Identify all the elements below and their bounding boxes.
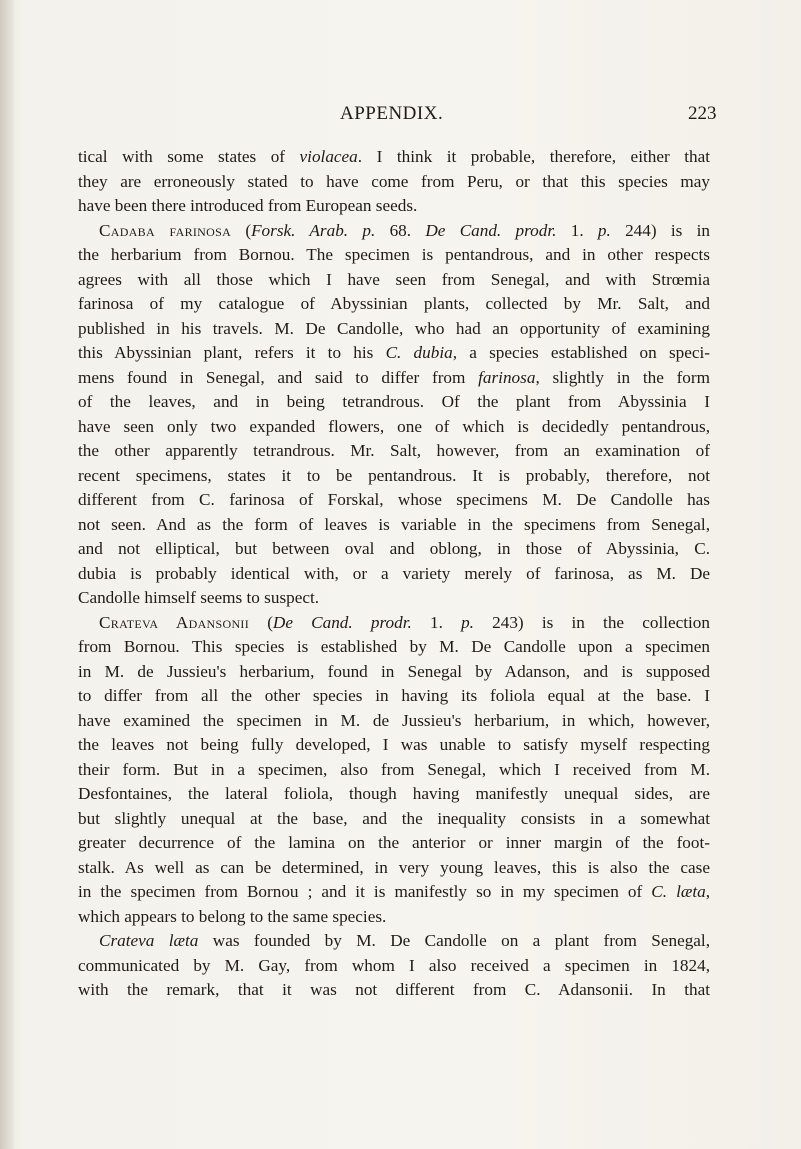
text-run: stalk. As well as can be determined, in very young leaves, this is also the case: [78, 857, 710, 877]
text-line: [78, 341, 710, 366]
text-line: [78, 660, 710, 685]
text-run: from Bornou. This species is established by M. De Candolle upon a specimen: [78, 637, 710, 656]
text-run: with the remark, that it was not different from C. Adansonii. In that: [78, 980, 710, 999]
text-run: Desfontaines, the lateral foliola, though having manifestly unequal sides, are: [78, 784, 710, 803]
text-run: have seen only two expanded flowers, one of which is decidedly pentandrous,: [78, 416, 710, 436]
text-line: [78, 929, 710, 954]
text-run: recent specimens, states it to be pentandrous. It is probably, therefore, not: [78, 465, 710, 485]
text-line: [78, 905, 710, 930]
text-line: [78, 562, 710, 587]
species-name: Crateva Adansonii: [99, 612, 249, 632]
text-line: [78, 635, 710, 660]
text-line: [78, 954, 710, 979]
text-run: communicated by M. Gay, from whom I also received a specimen in 1824,: [78, 955, 710, 975]
text-run: 243) is in the collection: [473, 612, 710, 632]
text-run: 68.: [375, 220, 426, 240]
text-line: [78, 292, 710, 317]
text-run: dubia is probably identical with, or a variety merely of farinosa, as M. De: [78, 563, 710, 583]
text-line: [78, 439, 710, 464]
text-line: [78, 684, 710, 709]
text-run: of the leaves, and in being tetrandrous. Of the plant from Abyssinia I: [78, 392, 710, 411]
body-text: [78, 145, 710, 1003]
italic-text: farinosa: [478, 367, 536, 387]
text-line: [78, 488, 710, 513]
text-line: [78, 366, 710, 391]
text-run: have examined the specimen in M. de Jussieu's herbarium, in which, however,: [78, 710, 710, 730]
text-run: . I think it probable, therefore, either that: [357, 147, 710, 166]
text-line: [78, 807, 710, 832]
italic-text: C. dubia: [385, 343, 453, 362]
text-line: [78, 978, 710, 1003]
text-run: was founded by M. De Candolle on a plant from Senegal,: [198, 931, 710, 950]
text-run: (: [231, 220, 252, 240]
species-name: Cadaba farinosa: [99, 220, 232, 240]
text-run: ,: [705, 882, 710, 901]
text-run: the herbarium from Bornou. The specimen is pentandrous, and in other respects: [78, 245, 710, 264]
page-header: [0, 103, 801, 133]
italic-text: De Cand. prodr.: [425, 220, 557, 240]
text-run: but slightly unequal at the base, and the inequality consists in a somewhat: [78, 808, 710, 828]
italic-text: Forsk. Arab. p.: [251, 220, 376, 240]
text-line: [78, 709, 710, 734]
italic-text: C. læta: [651, 882, 706, 901]
italic-text: p.: [461, 612, 474, 632]
italic-text: De Cand. prodr.: [272, 612, 412, 632]
text-line: [78, 243, 710, 268]
text-line: [78, 219, 710, 244]
text-run: Candolle himself seems to suspect.: [78, 588, 320, 607]
italic-text: p.: [597, 220, 611, 240]
text-run: agrees with all those which I have seen from Senegal, and with Strœmia: [78, 269, 710, 289]
text-run: tical with some states of: [78, 147, 300, 166]
text-line: [78, 782, 710, 807]
text-run: (: [249, 612, 273, 632]
text-run: in the specimen from Bornou ; and it is manifestly so in my specimen of: [78, 882, 652, 901]
text-run: mens found in Senegal, and said to differ from: [78, 367, 479, 387]
text-run: 1.: [556, 220, 598, 240]
text-line: [78, 268, 710, 293]
text-run: have been there introduced from European seeds.: [78, 196, 418, 215]
text-run: 244) is in: [610, 220, 710, 240]
text-run: which appears to belong to the same species.: [78, 906, 387, 926]
text-run: to differ from all the other species in having its foliola equal at the base. I: [78, 686, 710, 705]
text-run: the leaves not being fully developed, I was unable to satisfy myself respecting: [78, 735, 710, 754]
text-line: [78, 317, 710, 342]
text-line: [78, 758, 710, 783]
text-run: farinosa of my catalogue of Abyssinian plants, collected by Mr. Salt, and: [78, 294, 710, 313]
text-run: published in his travels. M. De Candolle, who had an opportunity of examining: [78, 318, 710, 338]
text-line: [78, 390, 710, 415]
text-run: and not elliptical, but between oval and oblong, in those of Abyssinia, C.: [78, 539, 710, 558]
text-line: [78, 145, 710, 170]
text-run: not seen. And as the form of leaves is variable in the specimens from Senegal,: [78, 514, 710, 534]
page-spine-shadow: [0, 0, 14, 1149]
text-line: [78, 586, 710, 611]
text-line: [78, 464, 710, 489]
text-line: [78, 194, 710, 219]
text-line: [78, 513, 710, 538]
page-number: 223: [688, 103, 717, 124]
text-line: [78, 611, 710, 636]
text-run: this Abyssinian plant, refers it to his: [78, 343, 386, 362]
text-run: , a species established on speci-: [452, 343, 710, 362]
text-run: the other apparently tetrandrous. Mr. Salt, however, from an examination of: [78, 441, 710, 460]
text-run: they are erroneously stated to have come from Peru, or that this species may: [78, 171, 710, 191]
text-run: in M. de Jussieu's herbarium, found in Senegal by Adanson, and is supposed: [78, 661, 710, 681]
italic-text: Crateva læta: [99, 931, 199, 950]
text-run: different from C. farinosa of Forskal, whose specimens M. De Candolle has: [78, 490, 710, 509]
text-line: [78, 880, 710, 905]
text-line: [78, 415, 710, 440]
text-run: 1.: [411, 612, 462, 632]
text-run: , slightly in the form: [535, 367, 710, 387]
text-run: greater decurrence of the lamina on the anterior or inner margin of the foot-: [78, 833, 710, 852]
text-run: their form. But in a specimen, also from Senegal, which I received from M.: [78, 759, 710, 779]
running-head: APPENDIX.: [340, 103, 444, 124]
italic-text: violacea: [299, 147, 358, 166]
text-line: [78, 537, 710, 562]
text-line: [78, 856, 710, 881]
text-line: [78, 170, 710, 195]
text-line: [78, 733, 710, 758]
text-line: [78, 831, 710, 856]
